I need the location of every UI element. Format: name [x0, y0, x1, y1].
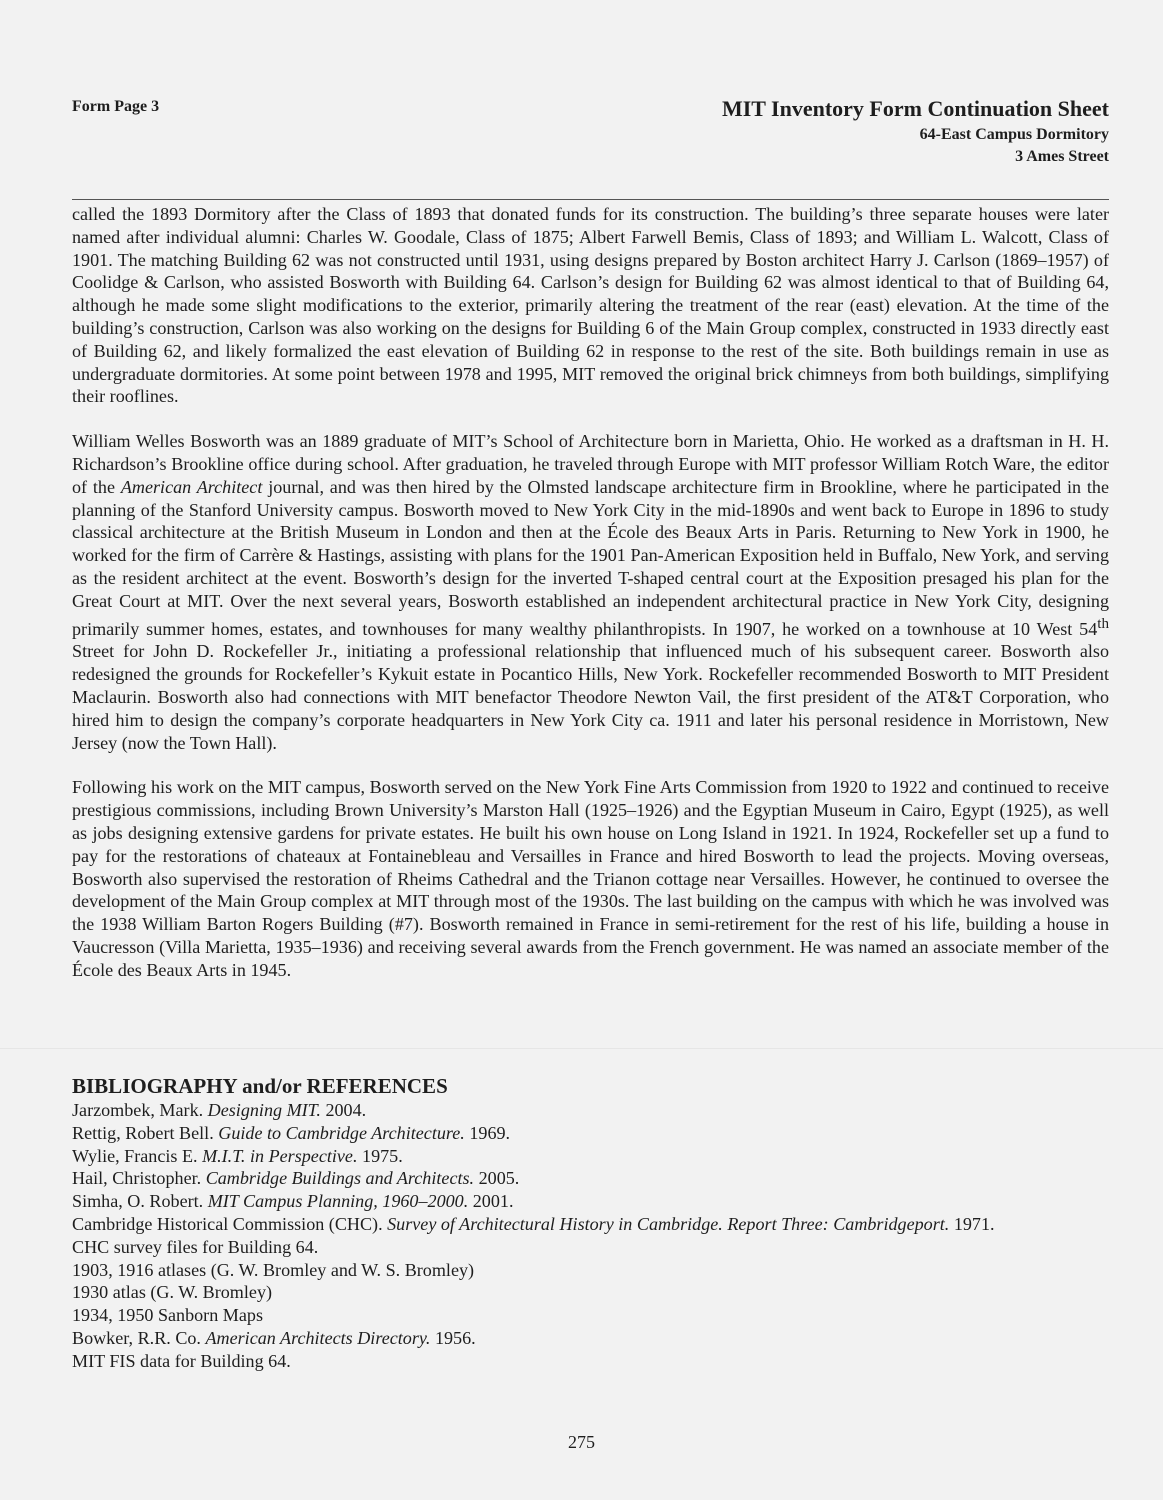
sheet-title: MIT Inventory Form Continuation Sheet — [721, 96, 1109, 121]
header-block — [722, 94, 1109, 168]
header-divider — [72, 199, 1109, 200]
bibliography-item: Wylie, Francis E. M.I.T. in Perspective. 1975. — [72, 1145, 403, 1166]
bibliography-item: Jarzombek, Mark. Designing MIT. 2004. — [72, 1100, 367, 1120]
building-address: 3 Ames Street — [1015, 148, 1109, 165]
paragraph-2-part-c: Street for John D. Rockefeller Jr., initiating a professional relationship that influenced much of his subsequent career. Bosworth also redesigned the grounds for Rockefeller’s Kykuit estate in Pocantico Hills, New York. Rockefeller recommended Bosworth to MIT President Maclaurin. Bosworth also had connections with MIT benefactor Theodore Newton Vail, the first president of the AT&T Corporation, who hired him to design the company’s corporate headquarters in New York City ca. 1911 and later his personal residence in Morristown, New Jersey (now the Town Hall). — [72, 641, 1109, 753]
bibliography-item: Cambridge Historical Commission (CHC). Survey of Architectural History in Cambridge. Report Three: Cambridgeport. 1971. — [72, 1213, 995, 1234]
bibliography-section — [72, 1073, 1132, 1373]
bibliography-item: Bowker, R.R. Co. American Architects Directory. 1956. — [72, 1327, 476, 1348]
body-text — [72, 203, 1109, 1004]
bibliography-item: MIT FIS data for Building 64. — [72, 1350, 291, 1371]
scan-divider — [0, 1048, 1163, 1049]
bibliography-item: Rettig, Robert Bell. Guide to Cambridge Architecture. 1969. — [72, 1122, 511, 1143]
building-name: 64-East Campus Dormitory — [919, 126, 1109, 143]
paragraph-2-part-b: journal, and was then hired by the Olmsted landscape architecture firm in Brookline, where he participated in the planning of the Stanford University campus. Bosworth moved to New York City in the mid-1890s and went back to Europe in 1896 to study classical architecture at the British Museum in London and then at the École des Beaux Arts in Paris. Returning to New York in 1900, he worked for the firm of Carrère & Hastings, assisting with plans for the 1901 Pan-American Exposition held in Buffalo, New York, and serving as the resident architect at the event. Bosworth’s design for the inverted T-shaped central court at the Exposition presaged his plan for the Great Court at MIT. Over the next several years, Bosworth established an independent architectural practice in New York City, designing primarily summer homes, estates, and townhouses for many wealthy philanthropists. In 1907, he worked on a townhouse at 10 West 54 — [72, 476, 1109, 639]
page-number: 275 — [568, 1432, 595, 1452]
bibliography-item: Hail, Christopher. Cambridge Buildings and Architects. 2005. — [72, 1168, 520, 1189]
bibliography-item: CHC survey files for Building 64. — [72, 1236, 319, 1257]
ordinal-suffix: th — [1097, 615, 1109, 632]
bibliography-heading: BIBLIOGRAPHY and/or REFERENCES — [72, 1074, 448, 1098]
paragraph-2 — [72, 430, 1109, 754]
paragraph-1: called the 1893 Dormitory after the Class of 1893 that donated funds for its construction. The building’s three separate houses were later named after individual alumni: Charles W. Goodale, Class of 1875; Albert Farwell Bemis, Class of 1893; and William L. Walcott, Class of 1901. The matching Building 62 was not constructed until 1931, using designs prepared by Boston architect Harry J. Carlson (1869–1957) of Coolidge & Carlson, who assisted Bosworth with Building 64. Carlson’s design for Building 62 was almost identical to that of Building 64, although he made some slight modifications to the exterior, primarily altering the treatment of the rear (east) elevation. At the time of the building’s construction, Carlson was also working on the designs for Building 6 of the Main Group complex, constructed in 1933 directly east of Building 62, and likely formalized the east elevation of Building 62 in response to the rest of the site. Both buildings remain in use as undergraduate dormitories. At some point between 1978 and 1995, MIT removed the original brick chimneys from both buildings, simplifying their rooflines. — [72, 204, 1109, 407]
paragraph-2-part-a: William Welles Bosworth was an 1889 graduate of MIT’s School of Architecture born in Marietta, Ohio. He worked as a draftsman in H. H. Richardson’s Brookline office during school. After graduation, he traveled through Europe with MIT professor William Rotch Ware, the editor of the — [72, 431, 1109, 497]
paragraph-3: Following his work on the MIT campus, Bosworth served on the New York Fine Arts Commission from 1920 to 1922 and continued to receive prestigious commissions, including Brown University’s Marston Hall (1925–1926) and the Egyptian Museum in Cairo, Egypt (1925), as well as jobs designing extensive gardens for private estates. He built his own house on Long Island in 1921. In 1924, Rockefeller set up a fund to pay for the restorations of chateaux at Fontainebleau and Versailles in France and hired Bosworth to lead the projects. Moving overseas, Bosworth also supervised the restoration of Rheims Cathedral and the Trianon cottage near Versailles. However, he continued to oversee the development of the Main Group complex at MIT through most of the 1930s. The last building on the campus with which he was involved was the 1938 William Barton Rogers Building (#7). Bosworth remained in France in semi-retirement for the rest of his life, building a house in Vaucresson (Villa Marietta, 1935–1936) and receiving several awards from the French government. He was named an associate member of the École des Beaux Arts in 1945. — [72, 777, 1109, 980]
bibliography-list — [72, 1099, 1132, 1373]
form-page-label: Form Page 3 — [72, 98, 160, 115]
bibliography-item: Simha, O. Robert. MIT Campus Planning, 1960–2000. 2001. — [72, 1191, 514, 1212]
bibliography-item: 1930 atlas (G. W. Bromley) — [72, 1282, 273, 1303]
bibliography-item: 1903, 1916 atlases (G. W. Bromley and W. S. Bromley) — [72, 1259, 475, 1280]
bibliography-item: 1934, 1950 Sanborn Maps — [72, 1305, 263, 1326]
journal-title: American Architect — [120, 476, 263, 497]
